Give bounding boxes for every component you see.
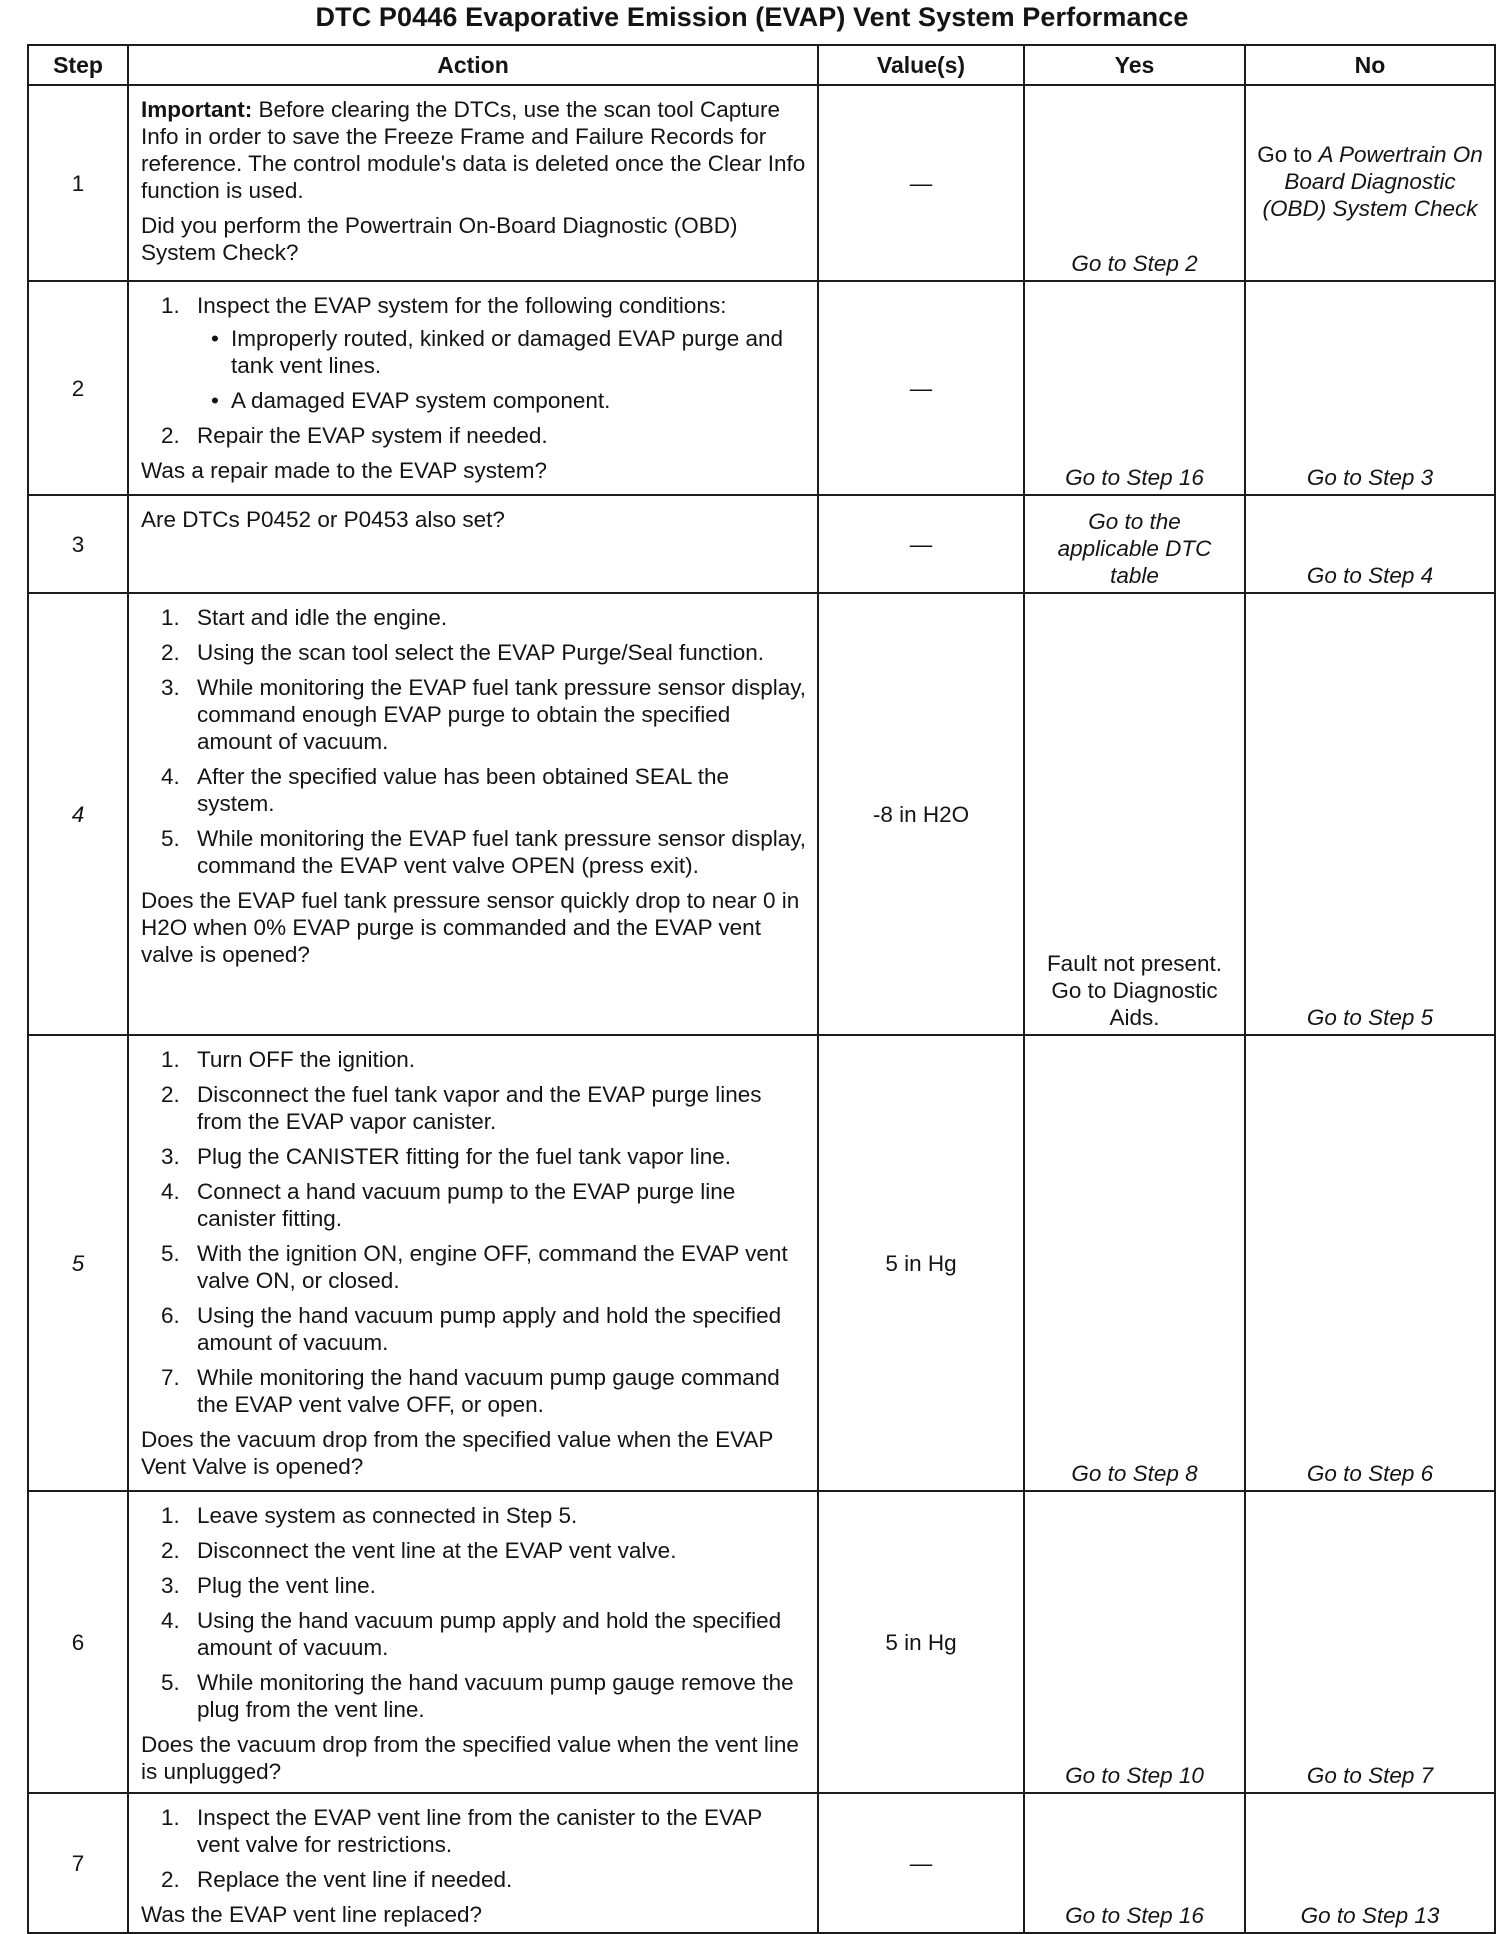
condition-list	[197, 325, 807, 414]
step-number: 6	[28, 1491, 128, 1793]
action-step-item: 6. Using the hand vacuum pump apply and hold the specified amount of vacuum.	[161, 1303, 782, 1355]
action-question: Does the vacuum drop from the specified value when the EVAP Vent Valve is opened?	[141, 1427, 774, 1479]
action-cell	[128, 1793, 818, 1933]
action-step-item: 4. Connect a hand vacuum pump to the EVAP purge line canister fitting.	[161, 1179, 736, 1231]
action-step-item: 3. Plug the CANISTER fitting for the fuel tank vapor line.	[161, 1144, 732, 1169]
step-number: 7	[28, 1793, 128, 1933]
page-title: DTC P0446 Evaporative Emission (EVAP) Vent System Performance	[315, 2, 1189, 32]
header-no: No	[1245, 45, 1495, 85]
action-cell	[128, 1035, 818, 1491]
table-row	[28, 593, 1495, 1035]
no-cell: Go to Step 6	[1245, 1035, 1495, 1491]
yes-cell: Go to Step 8	[1024, 1035, 1245, 1491]
step-number: 4	[28, 593, 128, 1035]
action-step-item: 1. Turn OFF the ignition.	[161, 1047, 416, 1072]
yes-cell: Go to the applicable DTC table	[1024, 495, 1245, 593]
action-cell	[128, 281, 818, 495]
action-step-item: 1. Inspect the EVAP system for the following conditions: • Improperly routed, kinked or damaged EVAP purge and tank vent lines. • A damaged EVAP system component.	[141, 292, 807, 414]
step-number: 3	[28, 495, 128, 593]
table-row	[28, 1793, 1495, 1933]
no-cell	[1245, 85, 1495, 281]
action-step-item: 5. While monitoring the EVAP fuel tank pressure sensor display, command the EVAP vent valve OPEN (press exit).	[161, 826, 807, 878]
action-step-item: 1. Inspect the EVAP vent line from the canister to the EVAP vent valve for restrictions.	[161, 1805, 762, 1857]
action-step-item: 4. Using the hand vacuum pump apply and hold the specified amount of vacuum.	[161, 1608, 782, 1660]
important-text: Before clearing the DTCs, use the scan tool Capture Info in order to save the Freeze Frame and Failure Records for reference. The control module's data is deleted once the Clear Info function is used.	[141, 97, 806, 203]
yes-cell: Go to Step 2	[1024, 85, 1245, 281]
no-cell: Go to Step 7	[1245, 1491, 1495, 1793]
action-question: Did you perform the Powertrain On-Board Diagnostic (OBD) System Check?	[141, 213, 738, 265]
action-steps	[141, 604, 807, 879]
yes-cell: Go to Step 16	[1024, 281, 1245, 495]
table-row	[28, 281, 1495, 495]
table-header-row	[28, 45, 1495, 85]
action-step-item: 4. After the specified value has been obtained SEAL the system.	[161, 764, 730, 816]
step-number: 2	[28, 281, 128, 495]
action-cell	[128, 593, 818, 1035]
action-step-item: 3. Plug the vent line.	[161, 1573, 376, 1598]
yes-cell: Fault not present. Go to Diagnostic Aids.	[1024, 593, 1245, 1035]
action-step-item: 7. While monitoring the hand vacuum pump gauge command the EVAP vent valve OFF, or open.	[161, 1365, 780, 1417]
action-step-item: 5. With the ignition ON, engine OFF, command the EVAP vent valve ON, or closed.	[161, 1241, 788, 1293]
table-row	[28, 495, 1495, 593]
value-cell: 5 in Hg	[818, 1491, 1024, 1793]
action-step-item: 3. While monitoring the EVAP fuel tank pressure sensor display, command enough EVAP purge to obtain the specified amount of vacuum.	[161, 675, 807, 754]
value-cell: —	[818, 281, 1024, 495]
action-step-item: 2. Replace the vent line if needed.	[161, 1867, 513, 1892]
value-cell: 5 in Hg	[818, 1035, 1024, 1491]
yes-cell: Go to Step 10	[1024, 1491, 1245, 1793]
action-cell	[128, 85, 818, 281]
table-row	[28, 85, 1495, 281]
important-note	[141, 96, 807, 204]
action-question: Does the vacuum drop from the specified value when the vent line is unplugged?	[141, 1732, 799, 1784]
no-cell: Go to Step 13	[1245, 1793, 1495, 1933]
header-yes: Yes	[1024, 45, 1245, 85]
value-cell: —	[818, 85, 1024, 281]
yes-cell: Go to Step 16	[1024, 1793, 1245, 1933]
action-step-item: 2. Disconnect the vent line at the EVAP vent valve.	[161, 1538, 677, 1563]
value-cell: —	[818, 495, 1024, 593]
condition-item: • A damaged EVAP system component.	[197, 387, 807, 414]
value-cell: —	[818, 1793, 1024, 1933]
table-row	[28, 1035, 1495, 1491]
action-step-item: 2. Using the scan tool select the EVAP Purge/Seal function.	[161, 640, 765, 665]
step-number: 5	[28, 1035, 128, 1491]
action-steps	[141, 1046, 807, 1418]
action-question: Are DTCs P0452 or P0453 also set?	[141, 507, 505, 532]
action-question: Was a repair made to the EVAP system?	[141, 458, 548, 483]
value-cell: -8 in H2O	[818, 593, 1024, 1035]
action-step-item: 2. Disconnect the fuel tank vapor and the EVAP purge lines from the EVAP vapor canister.	[161, 1082, 762, 1134]
table-row	[28, 1491, 1495, 1793]
no-prefix: Go to	[1257, 142, 1319, 167]
action-steps	[141, 1804, 807, 1893]
header-action: Action	[128, 45, 818, 85]
no-link-text: A Powertrain On Board Diagnostic (OBD) System Check	[1262, 142, 1483, 221]
step-number: 1	[28, 85, 128, 281]
action-step-item: 5. While monitoring the hand vacuum pump gauge remove the plug from the vent line.	[161, 1670, 794, 1722]
diagnostic-table	[27, 44, 1496, 1934]
header-values: Value(s)	[818, 45, 1024, 85]
action-step-item: 1. Start and idle the engine.	[161, 605, 448, 630]
action-steps	[141, 1502, 807, 1723]
action-step-item: 1. Leave system as connected in Step 5.	[161, 1503, 578, 1528]
action-question: Does the EVAP fuel tank pressure sensor quickly drop to near 0 in H2O when 0% EVAP purge is commanded and the EVAP vent valve is opened?	[141, 888, 800, 967]
condition-item: • Improperly routed, kinked or damaged EVAP purge and tank vent lines.	[197, 325, 807, 379]
action-steps	[141, 292, 807, 449]
header-step: Step	[28, 45, 128, 85]
action-question: Was the EVAP vent line replaced?	[141, 1902, 483, 1927]
action-step-item: 2. Repair the EVAP system if needed.	[161, 423, 548, 448]
no-cell: Go to Step 3	[1245, 281, 1495, 495]
important-label: Important:	[141, 97, 253, 122]
no-cell: Go to Step 4	[1245, 495, 1495, 593]
action-cell	[128, 1491, 818, 1793]
no-cell: Go to Step 5	[1245, 593, 1495, 1035]
action-cell	[128, 495, 818, 593]
